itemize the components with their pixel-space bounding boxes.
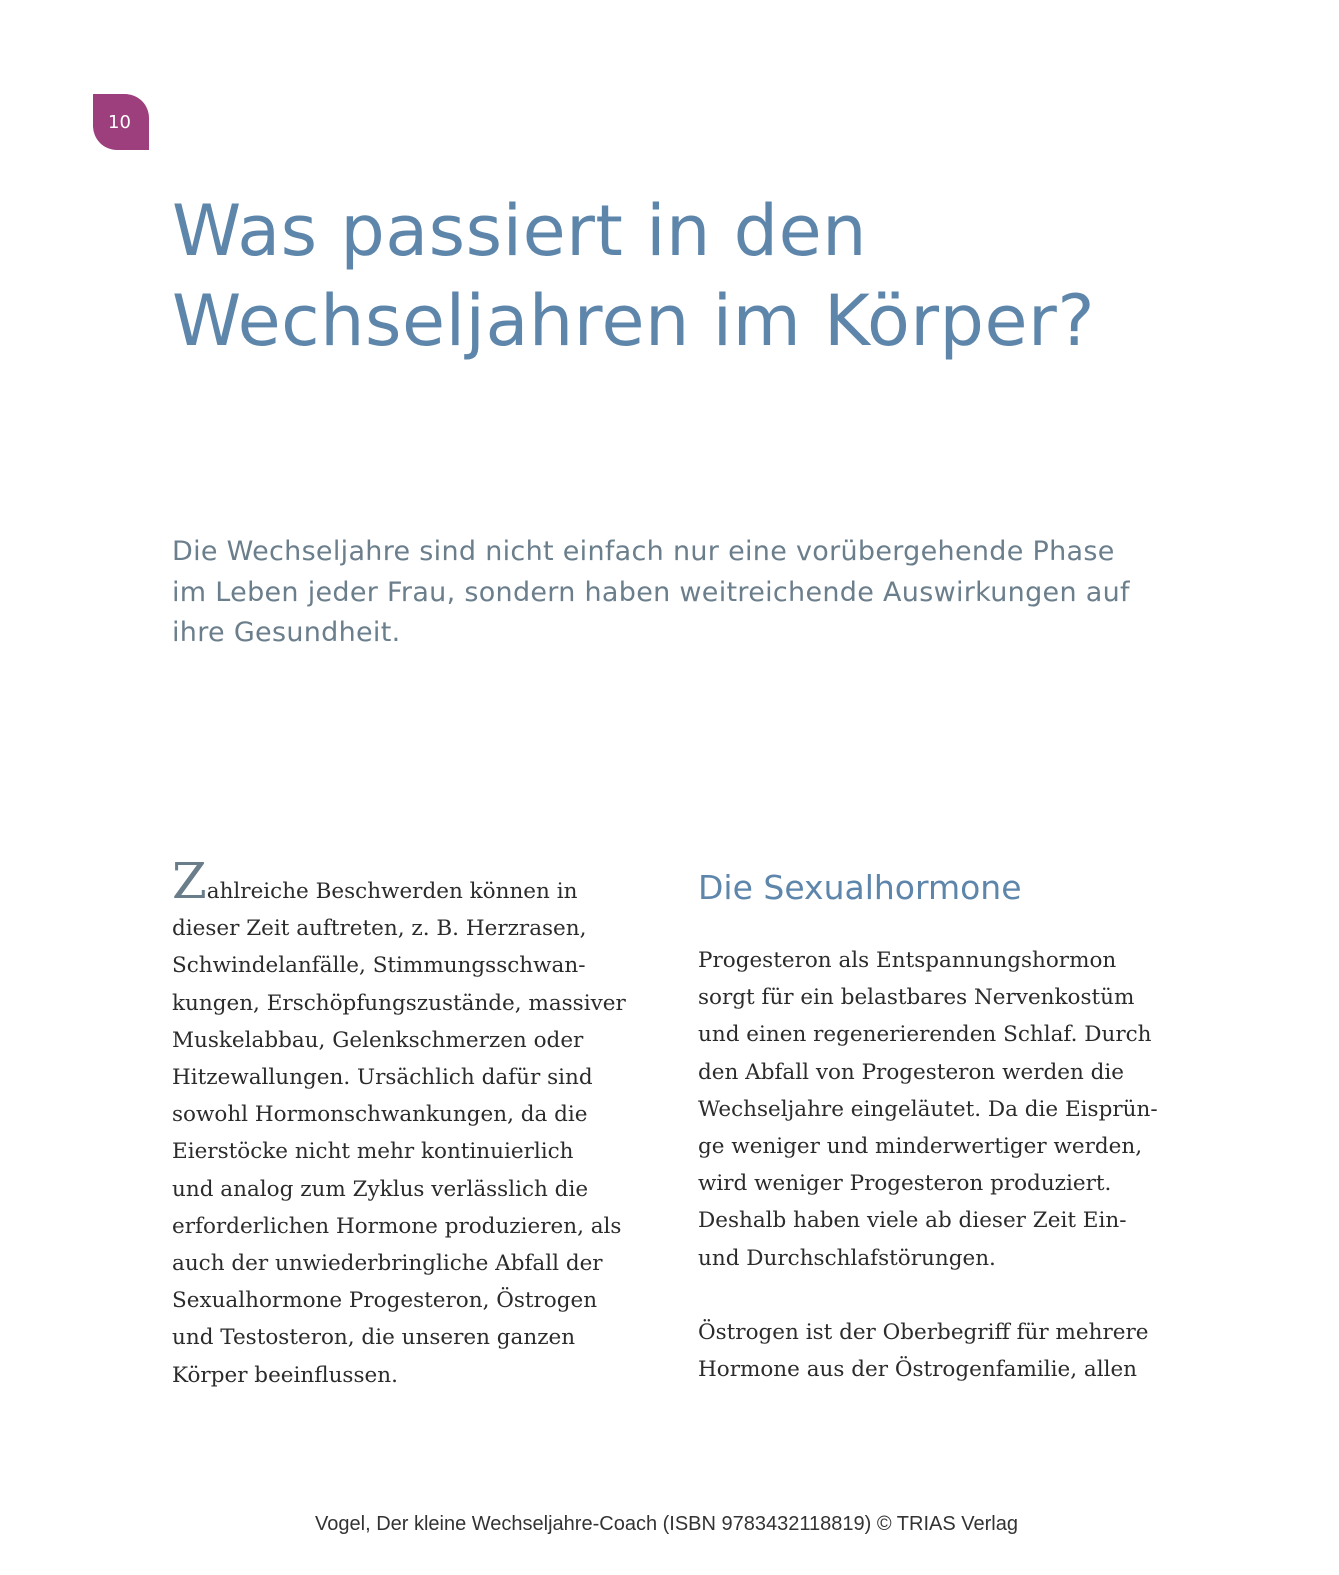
body-line: Schwindelanfälle, Stimmungsschwan-	[172, 953, 586, 979]
body-line: Eierstöcke nicht mehr kontinuierlich	[172, 1139, 574, 1165]
paragraph-spacer	[698, 1277, 1178, 1314]
lead-paragraph	[172, 532, 1182, 654]
right-column-text	[698, 942, 1178, 1388]
lead-line: Die Wechseljahre sind nicht einfach nur eine vorübergehende Phase	[172, 536, 1115, 567]
lead-line: ihre Gesundheit.	[172, 617, 401, 648]
body-line: erforderlichen Hormone produzieren, als	[172, 1213, 622, 1239]
body-line: Sexualhormone Progesteron, Östrogen	[172, 1288, 598, 1314]
body-line: Hitzewallungen. Ursächlich dafür sind	[172, 1065, 593, 1091]
body-line: auch der unwiederbringliche Abfall der	[172, 1251, 603, 1277]
body-line: sowohl Hormonschwankungen, da die	[172, 1102, 588, 1128]
page-number-tab	[93, 94, 149, 150]
body-line: Wechseljahre eingeläutet. Da die Eisprün-	[698, 1096, 1158, 1122]
body-line-text: ahlreiche Beschwerden können in	[206, 879, 578, 904]
title-line: Wechseljahren im Körper?	[172, 280, 1095, 362]
dropcap: Z	[172, 852, 207, 910]
section-heading: Die Sexualhormone	[698, 868, 1022, 907]
body-line: wird weniger Progesteron produziert.	[698, 1171, 1112, 1197]
left-column-text	[172, 852, 642, 1394]
body-line: den Abfall von Progesteron werden die	[698, 1059, 1125, 1085]
body-line: Körper beeinflussen.	[172, 1362, 398, 1388]
body-line: und Durchschlafstörungen.	[698, 1245, 996, 1271]
footer-text: Vogel, Der kleine Wechseljahre-Coach (ISBN 9783432118819) © TRIAS Verlag	[315, 1513, 1018, 1535]
body-line: Östrogen ist der Oberbegriff für mehrere	[698, 1320, 1149, 1346]
lead-line: im Leben jeder Frau, sondern haben weitreichende Auswirkungen auf	[172, 576, 1130, 608]
body-line: Hormone aus der Östrogenfamilie, allen	[698, 1357, 1138, 1383]
page-number: 10	[108, 111, 131, 133]
body-line: und Testosteron, die unseren ganzen	[172, 1325, 576, 1351]
body-line: Deshalb haben viele ab dieser Zeit Ein-	[698, 1208, 1127, 1234]
body-line	[172, 852, 642, 910]
body-line: dieser Zeit auftreten, z. B. Herzrasen,	[172, 916, 587, 942]
footer-citation	[0, 1510, 1339, 1538]
title-line: Was passiert in den	[172, 190, 868, 272]
body-line: ge weniger und minderwertiger werden,	[698, 1134, 1143, 1160]
page-title	[172, 186, 1272, 366]
body-line: sorgt für ein belastbares Nervenkostüm	[698, 985, 1135, 1011]
body-line: und einen regenerierenden Schlaf. Durch	[698, 1022, 1152, 1048]
body-line: Progesteron als Entspannungshormon	[698, 948, 1117, 973]
body-line: Muskelabbau, Gelenkschmerzen oder	[172, 1027, 584, 1053]
body-line: kungen, Erschöpfungszustände, massiver	[172, 990, 626, 1016]
body-line: und analog zum Zyklus verlässlich die	[172, 1176, 589, 1202]
